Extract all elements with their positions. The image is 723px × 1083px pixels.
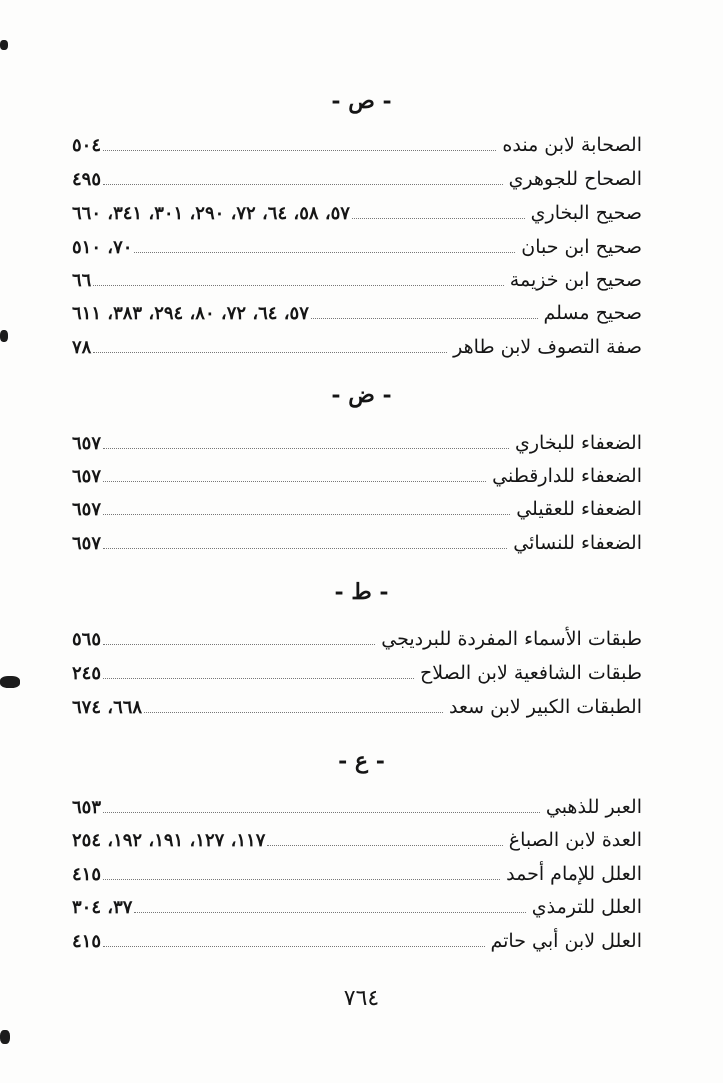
leader-dots (103, 184, 503, 185)
entry-title: العبر للذهبي (545, 796, 642, 818)
leader-dots (103, 448, 509, 449)
entry-pages: ٥٦٥ (72, 629, 102, 650)
page-number: ٧٦٤ (343, 986, 380, 1011)
entry-pages: ٦٥٧ (72, 433, 102, 454)
leader-dots (103, 946, 484, 947)
entry-title: صفة التصوف لابن طاهر (453, 336, 642, 358)
index-entry (72, 459, 642, 489)
entry-title: العلل لابن أبي حاتم (490, 930, 642, 952)
entry-pages: ٤٩٥ (72, 169, 102, 190)
entry-title: الضعفاء للدارقطني (492, 465, 642, 487)
leader-dots (267, 845, 502, 846)
leader-dots (103, 514, 510, 515)
leader-dots (311, 318, 538, 319)
entry-title: العدة لابن الصباغ (508, 829, 642, 851)
entry-pages: ٦٦٨، ٦٧٤ (72, 697, 143, 718)
entry-pages: ٦٦ (72, 270, 92, 291)
entry-title: الضعفاء للبخاري (515, 432, 642, 454)
index-entry (72, 330, 642, 360)
entry-pages: ٥٧، ٦٤، ٧٢، ٨٠، ٢٩٤، ٣٨٣، ٦١١ (72, 303, 309, 324)
entry-pages: ٦٥٣ (72, 797, 102, 818)
entry-pages: ٧٠، ٥١٠ (72, 237, 133, 258)
index-entry (72, 263, 642, 293)
scan-mark (0, 330, 8, 342)
index-entry (72, 656, 642, 686)
entry-title: الضعفاء للعقيلي (516, 498, 642, 520)
index-entry (72, 823, 642, 853)
index-entry (72, 296, 642, 326)
index-entry (72, 492, 642, 522)
leader-dots (134, 912, 525, 913)
entry-pages: ١١٧، ١٢٧، ١٩١، ١٩٢، ٢٥٤ (72, 830, 266, 851)
index-entry (72, 128, 642, 158)
entry-pages: ٦٥٧ (72, 533, 102, 554)
entry-title: الصحاح للجوهري (508, 168, 642, 190)
entry-title: صحيح مسلم (543, 302, 642, 324)
leader-dots (144, 712, 443, 713)
entry-title: الطبقات الكبير لابن سعد (449, 696, 642, 718)
leader-dots (103, 644, 375, 645)
entry-pages: ٦٥٧ (72, 499, 102, 520)
leader-dots (103, 812, 540, 813)
leader-dots (103, 481, 486, 482)
entry-title: صحيح ابن حبان (521, 236, 642, 258)
scan-mark (0, 40, 8, 50)
entry-pages: ٢٤٥ (72, 663, 102, 684)
entry-pages: ٦٥٧ (72, 466, 102, 487)
leader-dots (103, 879, 500, 880)
index-entry (72, 230, 642, 260)
entry-title: طبقات الشافعية لابن الصلاح (420, 662, 642, 684)
index-entry (72, 526, 642, 556)
entry-pages: ٧٨ (72, 337, 92, 358)
index-entry (72, 924, 642, 954)
section-heading-sad: - ص - (331, 88, 392, 114)
index-entry (72, 622, 642, 652)
entry-title: طبقات الأسماء المفردة للبرديجي (381, 628, 642, 650)
leader-dots (93, 285, 503, 286)
entry-title: العلل للترمذي (531, 896, 642, 918)
index-entry (72, 196, 642, 226)
entry-title: صحيح البخاري (530, 202, 642, 224)
scan-mark (0, 1030, 10, 1044)
entry-pages: ٤١٥ (72, 864, 102, 885)
leader-dots (352, 218, 525, 219)
entry-pages: ٤١٥ (72, 931, 102, 952)
section-heading-dad: - ض - (331, 382, 392, 408)
index-entry (72, 890, 642, 920)
entry-title: الصحابة لابن منده (502, 134, 642, 156)
leader-dots (103, 678, 414, 679)
index-entry (72, 857, 642, 887)
entry-title: صحيح ابن خزيمة (509, 269, 642, 291)
scan-mark (0, 676, 20, 688)
leader-dots (103, 150, 496, 151)
entry-title: العلل للإمام أحمد (506, 863, 642, 885)
index-entry (72, 162, 642, 192)
leader-dots (103, 548, 507, 549)
entry-pages: ٣٧، ٣٠٤ (72, 897, 133, 918)
section-heading-ain: - ع - (338, 748, 385, 774)
leader-dots (134, 252, 515, 253)
entry-pages: ٥٧، ٥٨، ٦٤، ٧٢، ٢٩٠، ٣٠١، ٣٤١، ٦٦٠ (72, 203, 350, 224)
section-heading-ta: - ط - (334, 579, 389, 605)
index-entry (72, 790, 642, 820)
leader-dots (93, 352, 447, 353)
entry-pages: ٥٠٤ (72, 135, 102, 156)
index-entry (72, 426, 642, 456)
index-entry (72, 690, 642, 720)
entry-title: الضعفاء للنسائي (513, 532, 642, 554)
